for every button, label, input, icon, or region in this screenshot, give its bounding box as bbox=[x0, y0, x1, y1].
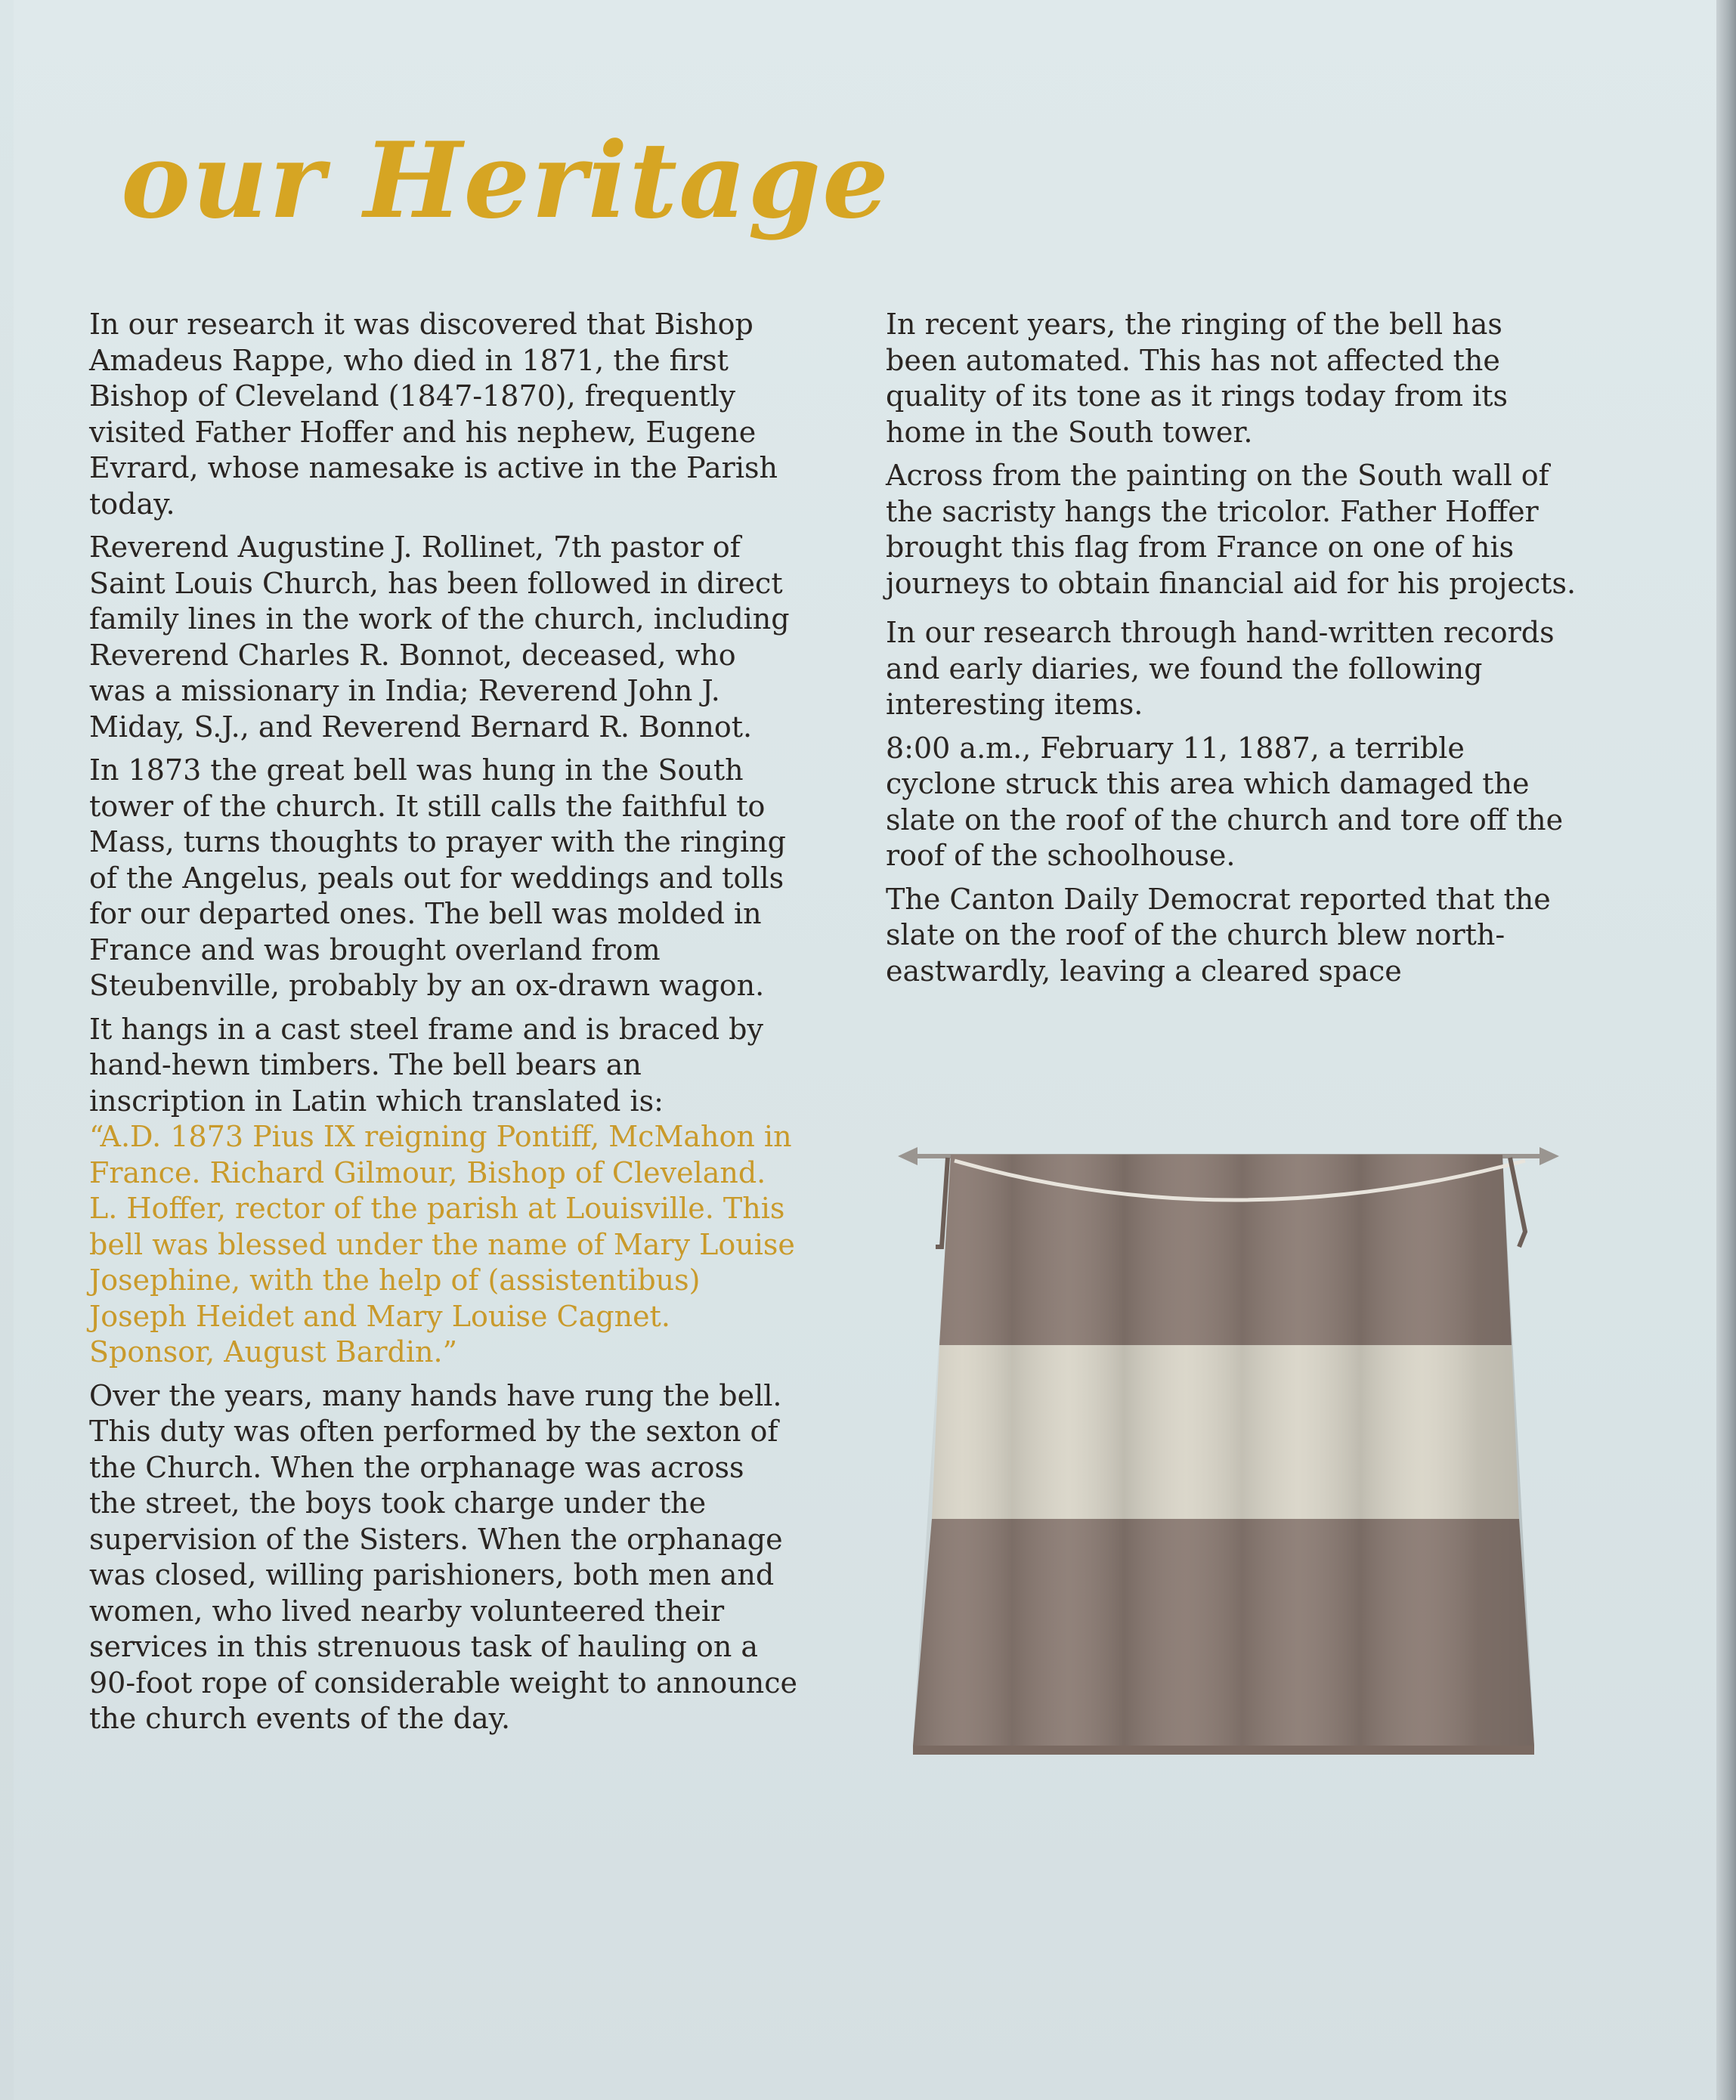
paragraph-tricolor: Across from the painting on the South wall of the sacristy hangs the tricolor. Father Hoffer brought this flag from France on one of his journeys to obtain financial aid for his projects. bbox=[886, 459, 1577, 600]
bell-inscription-quote: “A.D. 1873 Pius IX reigning Pontiff, McMahon in France. Richard Gilmour, Bishop of Cleveland. L. Hoffer, rector of the parish at Louisville. This bell was blessed under the name of Mary Louise Josephine, with the help of (assistentibus) Joseph Heidet and Mary Louise Cagnet. Sponsor, August Bardin.” bbox=[89, 1120, 795, 1369]
flag-hem bbox=[913, 1746, 1534, 1755]
left-column bbox=[89, 307, 800, 1745]
paragraph-cyclone: 8:00 a.m., February 11, 1887, a terrible cyclone struck this area which damaged the slate on the roof of the church and tore off the roof of the schoolhouse. bbox=[886, 731, 1564, 872]
paragraph-automated-bell: In recent years, the ringing of the bell has been automated. This has not affected the quality of its tone as it rings today from its home in the South tower. bbox=[886, 308, 1509, 449]
tricolor-flag-photo bbox=[898, 1141, 1563, 1798]
paragraph-bishop-rappe: In our research it was discovered that Bishop Amadeus Rappe, who died in 1871, the first Bishop of Cleveland (1847-1870), frequently visited Father Hoffer and his nephew, Eugene Evrard, whose namesake is active in the Parish today. bbox=[89, 308, 778, 521]
page-title: our Heritage bbox=[121, 119, 890, 242]
paragraph-canton-daily: The Canton Daily Democrat reported that the slate on the roof of the church blew north-eastwardly, leaving a cleared space bbox=[886, 882, 1551, 988]
flag-folds bbox=[913, 1155, 1534, 1746]
paragraph-research: In our research through hand-written records and early diaries, we found the following interesting items. bbox=[886, 616, 1555, 721]
paragraph-rollinet: Reverend Augustine J. Rollinet, 7th pastor of Saint Louis Church, has been followed in direct family lines in the work of the church, including Reverend Charles R. Bonnot, deceased, who was a missionary in India; Reverend John J. Miday, S.J., and Reverend Bernard R. Bonnot. bbox=[89, 530, 790, 744]
rod-arrow-right-icon bbox=[1540, 1147, 1559, 1165]
page-edge bbox=[1716, 0, 1736, 2100]
flag-tassel-right bbox=[1510, 1158, 1525, 1247]
rod-arrow-left-icon bbox=[898, 1147, 918, 1165]
right-column bbox=[886, 307, 1581, 997]
paragraph-great-bell: In 1873 the great bell was hung in the South tower of the church. It still calls the faithful to Mass, turns thoughts to prayer with the ringing of the Angelus, peals out for weddings and tolls for our departed ones. The bell was molded in France and was brought overland from Steubenville, probably by an ox-drawn wagon. bbox=[89, 753, 786, 1002]
paragraph-bell-ringers: Over the years, many hands have rung the bell. This duty was often performed by the sexton of the Church. When the orphanage was across the street, the boys took charge under the supervision of the Sisters. When the orphanage was closed, willing parishioners, both men and women, who lived nearby volunteered their services in this strenuous task of hauling on a 90-foot rope of considerable weight to announce the church events of the day. bbox=[89, 1378, 798, 1735]
paragraph-inscription-intro: It hangs in a cast steel frame and is braced by hand-hewn timbers. The bell bears an inscription in Latin which translated is: bbox=[89, 1012, 763, 1118]
